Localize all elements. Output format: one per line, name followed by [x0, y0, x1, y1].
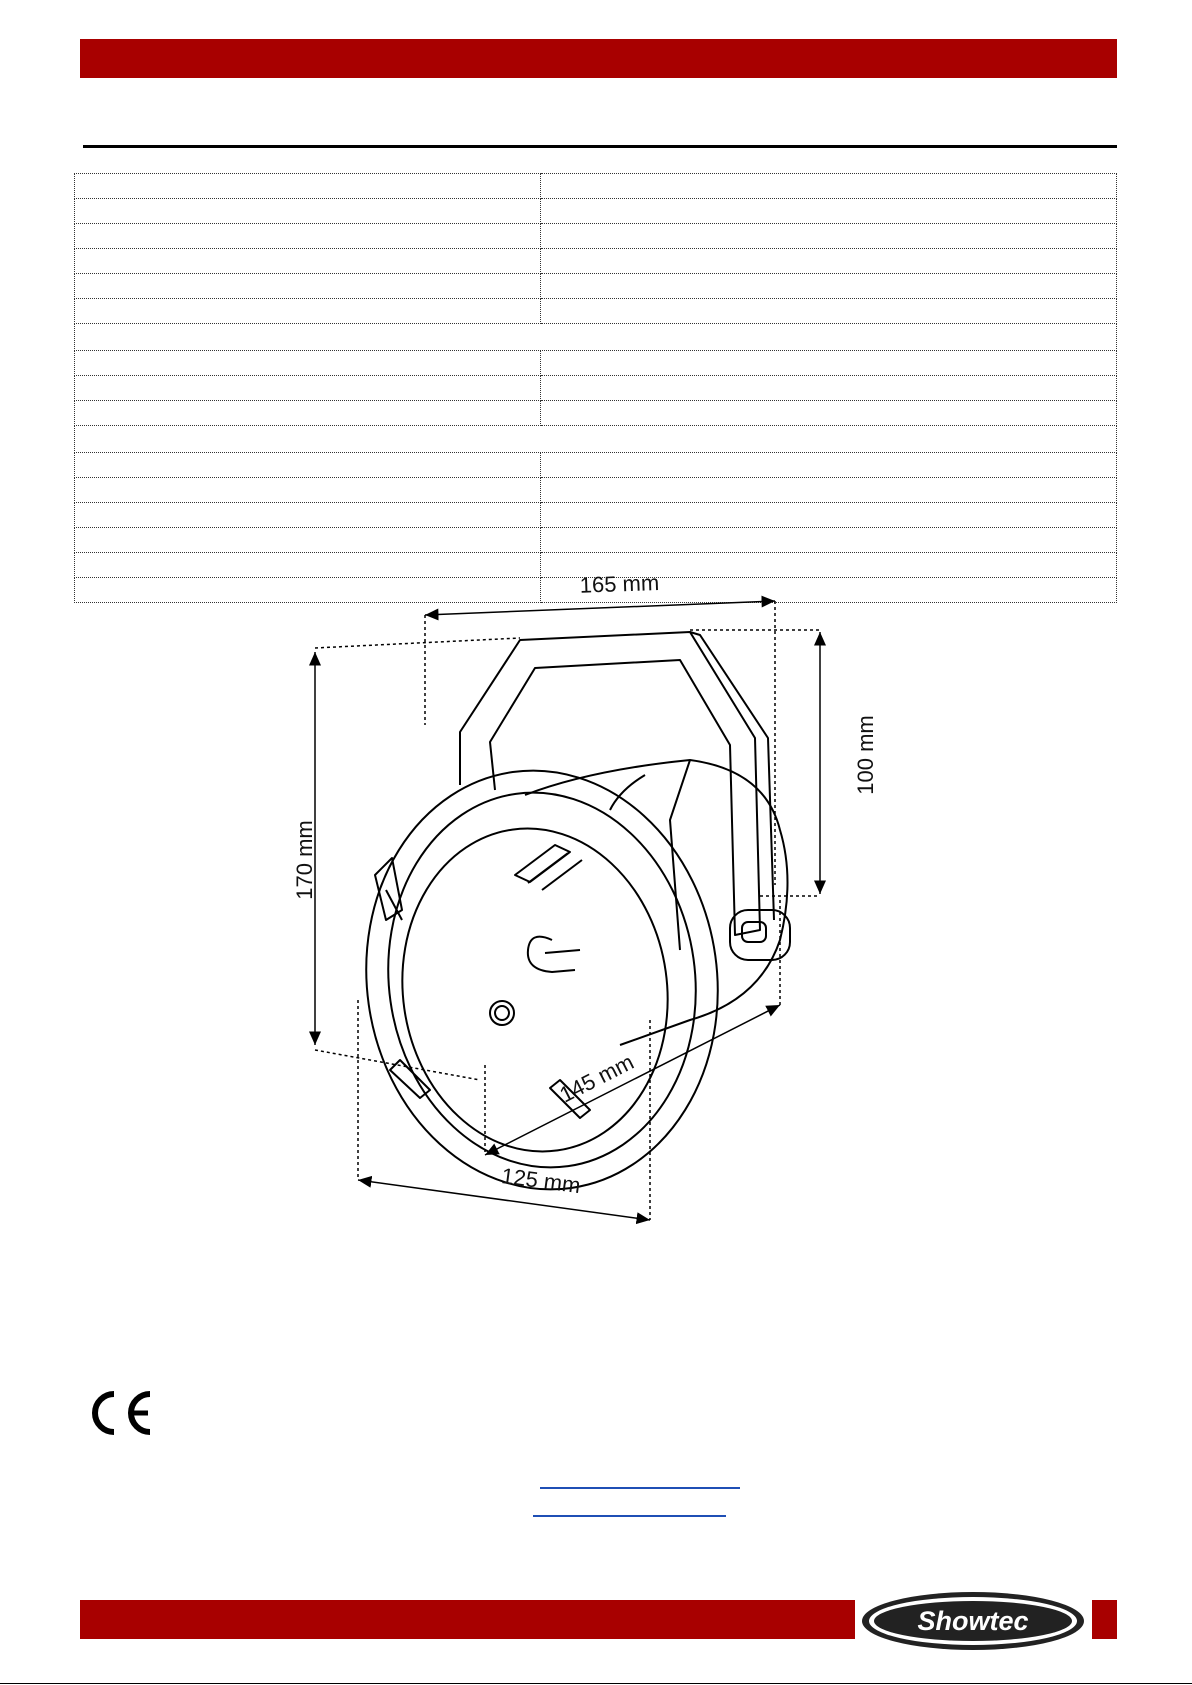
- table-row: [75, 351, 1117, 376]
- header-bar: [80, 39, 1117, 78]
- table-key-cell: [75, 199, 541, 224]
- table-section-row: [75, 324, 1117, 351]
- footer-page-tab: [1092, 1600, 1117, 1639]
- table-value-cell: [541, 401, 1117, 426]
- table-value-cell: [541, 528, 1117, 553]
- table-value-cell: [541, 503, 1117, 528]
- table-row: [75, 274, 1117, 299]
- table-key-cell: [75, 401, 541, 426]
- table-section-row: [75, 426, 1117, 453]
- table-value-cell: [541, 453, 1117, 478]
- table-key-cell: [75, 299, 541, 324]
- table-value-cell: [541, 249, 1117, 274]
- dimension-drawing: [290, 569, 890, 1330]
- table-row: [75, 528, 1117, 553]
- table-row: [75, 299, 1117, 324]
- dim-height-right-label: 100 mm: [853, 715, 878, 795]
- dim-width-top-label: 165 mm: [579, 569, 660, 598]
- table-value-cell: [541, 199, 1117, 224]
- table-key-cell: [75, 249, 541, 274]
- table-key-cell: [75, 553, 541, 578]
- table-row: [75, 376, 1117, 401]
- table-value-cell: [541, 478, 1117, 503]
- table-key-cell: [75, 174, 541, 199]
- table-value-cell: [541, 351, 1117, 376]
- fixture-outline: [339, 632, 790, 1212]
- table-value-cell: [541, 299, 1117, 324]
- table-row: [75, 224, 1117, 249]
- table-key-cell: [75, 578, 541, 603]
- website-link-2[interactable]: [533, 1515, 726, 1517]
- table-section-cell: [75, 426, 1117, 453]
- table-row: [75, 174, 1117, 199]
- table-section-cell: [75, 324, 1117, 351]
- page-bottom-line: [0, 1683, 1192, 1684]
- dim-width-bottom-label: 125 mm: [499, 1162, 583, 1199]
- table-value-cell: [541, 274, 1117, 299]
- footer-bar: [80, 1600, 855, 1639]
- table-row: [75, 199, 1117, 224]
- table-value-cell: [541, 376, 1117, 401]
- table-key-cell: [75, 274, 541, 299]
- table-key-cell: [75, 503, 541, 528]
- table-key-cell: [75, 376, 541, 401]
- table-key-cell: [75, 351, 541, 376]
- dim-height-left-label: 170 mm: [292, 820, 317, 900]
- ce-mark-icon: [84, 1388, 154, 1438]
- table-key-cell: [75, 478, 541, 503]
- table-key-cell: [75, 224, 541, 249]
- table-row: [75, 401, 1117, 426]
- table-row: [75, 249, 1117, 274]
- section-rule: [83, 145, 1117, 148]
- table-key-cell: [75, 528, 541, 553]
- logo-wordmark: Showtec: [917, 1606, 1029, 1636]
- table-row: [75, 453, 1117, 478]
- table-row: [75, 478, 1117, 503]
- table-value-cell: [541, 224, 1117, 249]
- showtec-logo: [860, 1590, 1086, 1652]
- website-link-1[interactable]: [540, 1487, 740, 1489]
- table-value-cell: [541, 174, 1117, 199]
- specification-table: [74, 173, 1117, 603]
- table-key-cell: [75, 453, 541, 478]
- table-row: [75, 503, 1117, 528]
- dim-depth-label: 145 mm: [555, 1049, 638, 1108]
